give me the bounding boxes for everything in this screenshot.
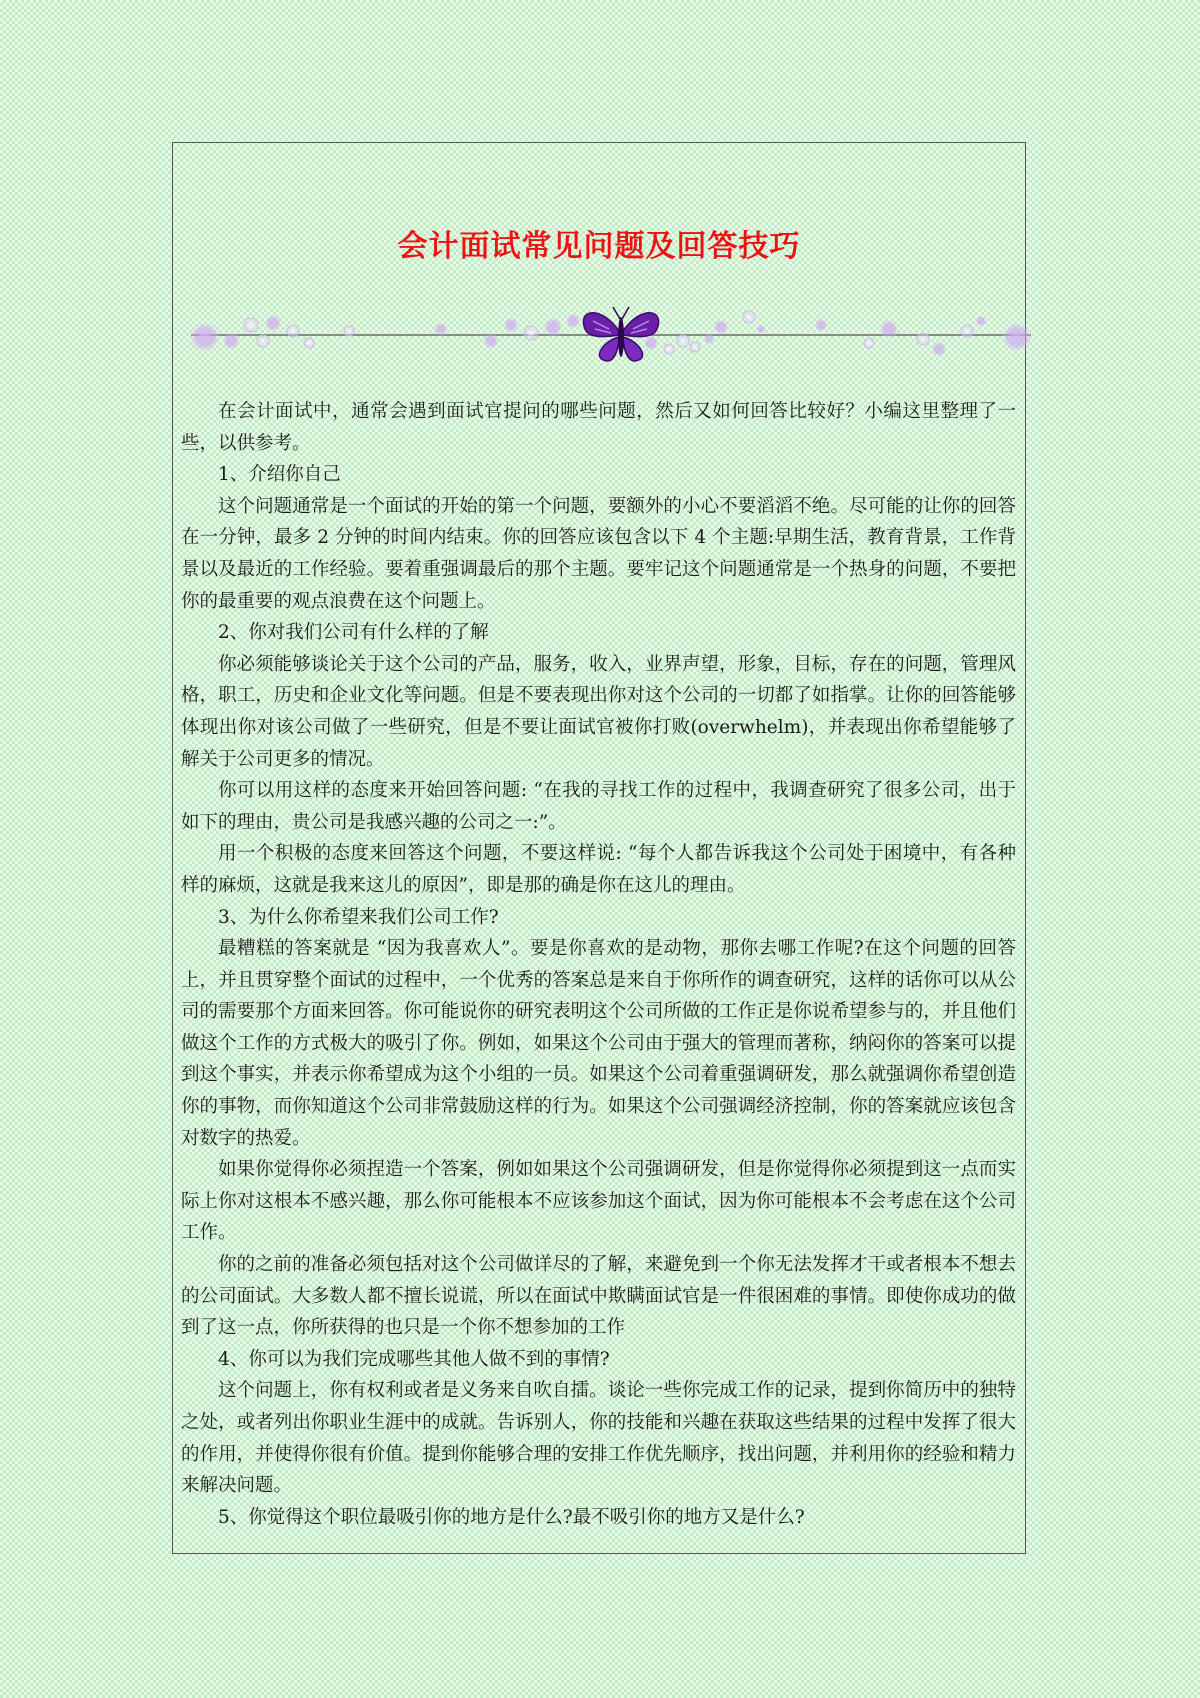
intro-paragraph: 在会计面试中，通常会遇到面试官提问的哪些问题，然后又如何回答比较好？小编这里整理了一些，以供参考。 bbox=[181, 401, 1016, 454]
document-frame bbox=[172, 142, 1026, 1554]
question-heading: 1、介绍你自己 bbox=[218, 464, 341, 486]
butterfly-divider-icon bbox=[181, 301, 1041, 371]
page-title: 会计面试常见问题及回答技巧 bbox=[397, 229, 801, 264]
question-heading: 2、你对我们公司有什么样的了解 bbox=[218, 622, 489, 644]
question-heading: 3、为什么你希望来我们公司工作? bbox=[218, 906, 499, 928]
answer-paragraph: 用一个积极的态度来回答这个问题，不要这样说: “每个人都告诉我这个公司处于困境中，有各种样的麻烦，这就是我来这儿的原因”，即是那的确是你在这儿的理由。 bbox=[181, 843, 1016, 896]
answer-paragraph: 你的之前的准备必须包括对这个公司做详尽的了解，来避免到一个你无法发挥才干或者根本不想去的公司面试。大多数人都不擅长说谎，所以在面试中欺瞒面试官是一件很困难的事情。即使你成功的做到了这一点，你所获得的也只是一个你不想参加的工作 bbox=[181, 1254, 1016, 1339]
answer-paragraph: 你可以用这样的态度来开始回答问题: “在我的寻找工作的过程中，我调查研究了很多公司，出于如下的理由，贵公司是我感兴趣的公司之一:”。 bbox=[181, 780, 1016, 833]
question-heading: 4、你可以为我们完成哪些其他人做不到的事情? bbox=[218, 1348, 610, 1370]
article-body bbox=[181, 396, 1016, 1533]
answer-paragraph: 如果你觉得你必须捏造一个答案，例如如果这个公司强调研发，但是你觉得你必须提到这一点而实际上你对这根本不感兴趣，那么你可能根本不应该参加这个面试，因为你可能根本不会考虑在这个公司工作。 bbox=[181, 1159, 1016, 1244]
answer-paragraph: 这个问题上，你有权利或者是义务来自吹自擂。谈论一些你完成工作的记录，提到你简历中的独特之处，或者列出你职业生涯中的成就。告诉别人，你的技能和兴趣在获取这些结果的过程中发挥了很大的作用，并使得你很有价值。提到你能够合理的安排工作优先顺序，找出问题，并利用你的经验和精力来解决问题。 bbox=[181, 1380, 1016, 1497]
answer-paragraph: 这个问题通常是一个面试的开始的第一个问题，要额外的小心不要滔滔不绝。尽可能的让你的回答在一分钟，最多 2 分钟的时间内结束。你的回答应该包含以下 4 个主题:早期生活，教育背景，工作背景以及最近的工作经验。要着重强调最后的那个主题。要牢记这个问题通常是一个热身的问题，不要把你的最重要的观点浪费在这个问题上。 bbox=[181, 495, 1016, 612]
answer-paragraph: 最糟糕的答案就是 “因为我喜欢人”。要是你喜欢的是动物，那你去哪工作呢?在这个问题的回答上，并且贯穿整个面试的过程中，一个优秀的答案总是来自于你所作的调查研究，这样的话你可以从公司的需要那个方面来回答。你可能说你的研究表明这个公司所做的工作正是你说希望参与的，并且他们做这个工作的方式极大的吸引了你。例如，如果这个公司由于强大的管理而著称，纳闷你的答案可以提到这个事实，并表示你希望成为这个小组的一员。如果这个公司着重强调研发，那么就强调你希望创造你的事物，而你知道这个公司非常鼓励这样的行为。如果这个公司强调经济控制，你的答案就应该包含对数字的热爱。 bbox=[181, 938, 1016, 1149]
question-heading: 5、你觉得这个职位最吸引你的地方是什么?最不吸引你的地方又是什么? bbox=[218, 1506, 805, 1528]
answer-paragraph: 你必须能够谈论关于这个公司的产品，服务，收入，业界声望，形象，目标，存在的问题，管理风格，职工，历史和企业文化等问题。但是不要表现出你对这个公司的一切都了如指掌。让你的回答能够体现出你对该公司做了一些研究，但是不要让面试官被你打败(overwhelm)，并表现出你希望能够了解关于公司更多的情况。 bbox=[181, 653, 1016, 770]
